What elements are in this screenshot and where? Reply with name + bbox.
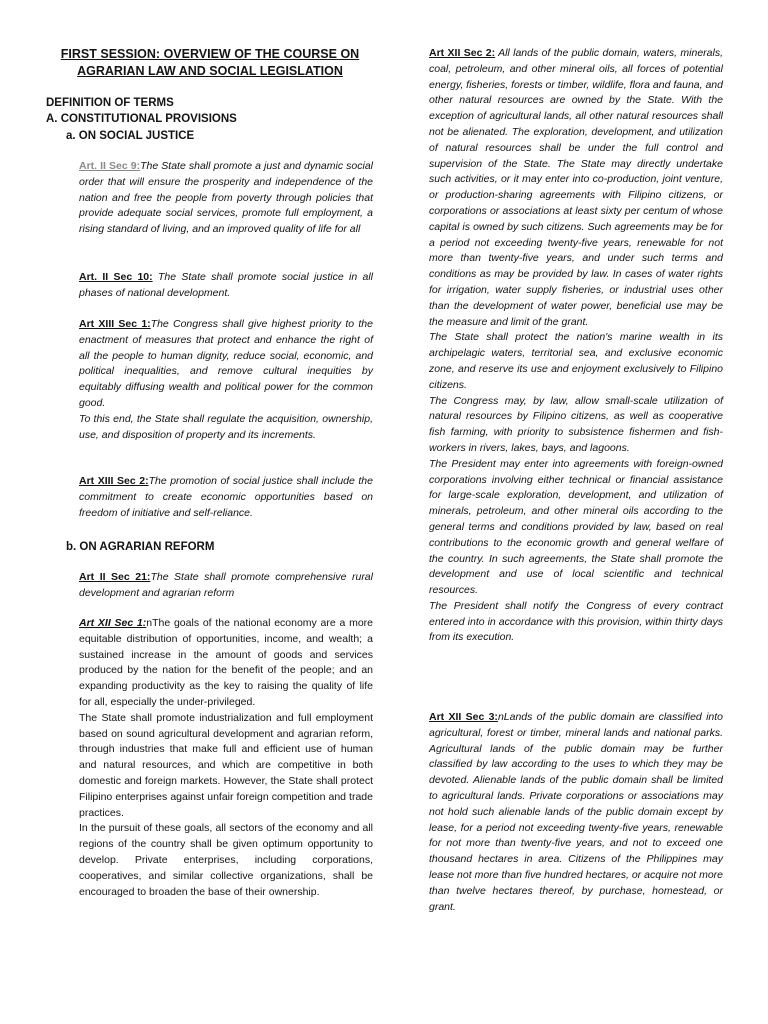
provision-ref: Art. II Sec 10: — [79, 271, 153, 283]
provision-art13-sec1 — [79, 317, 373, 443]
provision-text: The State shall promote social justice in all phases of national development. — [79, 271, 373, 299]
provision-art12-sec2 — [429, 46, 723, 646]
provision-ref: Art XII Sec 3: — [429, 711, 498, 723]
provision-ref: Art XII Sec 2: — [429, 47, 496, 59]
provision-text: All lands of the public domain, waters, minerals, coal, petroleum, and other mineral oils, all forces of potential energy, fisheries, forests or timber, wildlife, flora and fauna, and other natural resources are owned by the State. With the exception of agricultural lands, all other natural resources shall not be alienated. The exploration, development, and utilization of natural resources shall be under the full control and supervision of the State. The State may directly undertake such activities, or it may enter into co-production, joint venture, or production-sharing agreements with Filipino citizens, or corporations or associations at least sixty per centum of whose capital is owned by such citizens. Such agreements may be for a period not exceeding twenty-five years, renewable for not more than twenty-five years, and under such terms and conditions as may be provided by law. In cases of water rights for irrigation, water supply fisheries, or industrial uses other than the development of water power, beneficial use may be the measure and limit of the grant. — [429, 47, 723, 328]
subsection-agrarian-reform: b. ON AGRARIAN REFORM — [66, 541, 215, 553]
provision-paragraph-3: In the pursuit of these goals, all sectors of the economy and all regions of the country shall be given optimum opportunity to develop. Private enterprises, including corporations, cooperatives, and similar collective organizations, shall be encouraged to broaden the base of their ownership. — [79, 822, 373, 898]
provision-ref: Art XIII Sec 1: — [79, 318, 151, 330]
subsection-social-justice: a. ON SOCIAL JUSTICE — [66, 130, 195, 142]
provision-text-continued: To this end, the State shall regulate the acquisition, ownership, use, and disposition of property and its increments. — [79, 412, 373, 441]
provision-ref: Art. II Sec 9: — [79, 160, 141, 172]
provision-art12-sec1 — [79, 616, 373, 900]
page-title — [46, 46, 374, 80]
provision-art13-sec2 — [79, 474, 373, 521]
title-line-2: AGRARIAN LAW AND SOCIAL LEGISLATION — [77, 64, 343, 78]
provision-text: The promotion of social justice shall include the commitment to create economic opportunities based on freedom of initiative and self-reliance. — [79, 475, 373, 519]
provision-text: The State shall promote comprehensive rural development and agrarian reform — [79, 571, 373, 599]
title-line-1: FIRST SESSION: OVERVIEW OF THE COURSE ON — [60, 47, 360, 61]
provision-text: The State shall promote a just and dynamic social order that will ensure the prosperity and independence of the nation and free the people from poverty through policies that provide adequate social services, promote full employment, a rising standard of living, and an improved quality of life for all — [79, 160, 373, 236]
provision-paragraph-2: The State shall promote industrialization and full employment based on sound agricultural development and agrarian reform, through industries that make full and efficient use of human and natural resources, and which are competitive in both domestic and foreign markets. However, the State shall protect Filipino enterprises against unfair foreign competition and trade practices. — [79, 711, 373, 819]
provision-art2-sec21 — [79, 570, 373, 602]
provision-art2-sec9 — [79, 159, 373, 238]
provision-ref: Art XII Sec 1: — [79, 617, 147, 629]
provision-text: nThe goals of the national economy are a more equitable distribution of opportunities, income, and wealth; a sustained increase in the amount of goods and services produced by the nation for the benefit of the people; and an expanding productivity as the key to raising the quality of life for all, especially the under-privileged. — [79, 617, 373, 708]
provision-text: The Congress shall give highest priority to the enactment of measures that protect and enhance the right of all the people to human dignity, reduce social, economic, and political inequalities, and remove cultural inequities by equitably diffusing wealth and political power for the common good. — [79, 318, 373, 409]
provision-ref: Art XIII Sec 2: — [79, 475, 149, 487]
provision-ref: Art II Sec 21: — [79, 571, 151, 583]
provision-text: nLands of the public domain are classified into agricultural, forest or timber, mineral lands and national parks. Agricultural lands of the public domain may be further classified by law according to the uses to which they may be devoted. Alienable lands of the public domain shall be limited to agricultural lands. Private corporations or associations may not hold such alienable lands of the public domain except by lease, for a period not exceeding twenty-five years, renewable for not more than twenty-five years, and not to exceed one thousand hectares in area. Citizens of the Philippines may lease not more than five hundred hectares, or acquire not more than twelve hectares thereof, by purchase, homestead, or grant. — [429, 711, 724, 913]
provision-paragraph-2: The State shall protect the nation's marine wealth in its archipelagic waters, territorial sea, and exclusive economic zone, and reserve its use and enjoyment exclusively to Filipino citizens. — [429, 331, 723, 391]
provision-art2-sec10 — [79, 270, 373, 302]
provision-paragraph-5: The President shall notify the Congress of every contract entered into in accordance with this provision, within thirty days from its execution. — [429, 599, 723, 644]
definition-heading: DEFINITION OF TERMS — [46, 97, 174, 109]
provision-paragraph-3: The Congress may, by law, allow small-scale utilization of natural resources by Filipino citizens, as well as cooperative fish farming, with priority to subsistence fishermen and fish- workers in rivers, lakes, bays, and lagoons. — [429, 394, 723, 454]
provision-art12-sec3 — [429, 710, 723, 915]
provision-paragraph-4: The President may enter into agreements with foreign-owned corporations involving either technical or financial assistance for large-scale exploration, development, and utilization of minerals, petroleum, and other mineral oils according to the general terms and conditions provided by law, based on real contributions to the economic growth and general welfare of the country. In such agreements, the State shall promote the development and use of local scientific and technical resources. — [429, 457, 723, 597]
section-a-heading: A. CONSTITUTIONAL PROVISIONS — [46, 113, 237, 125]
